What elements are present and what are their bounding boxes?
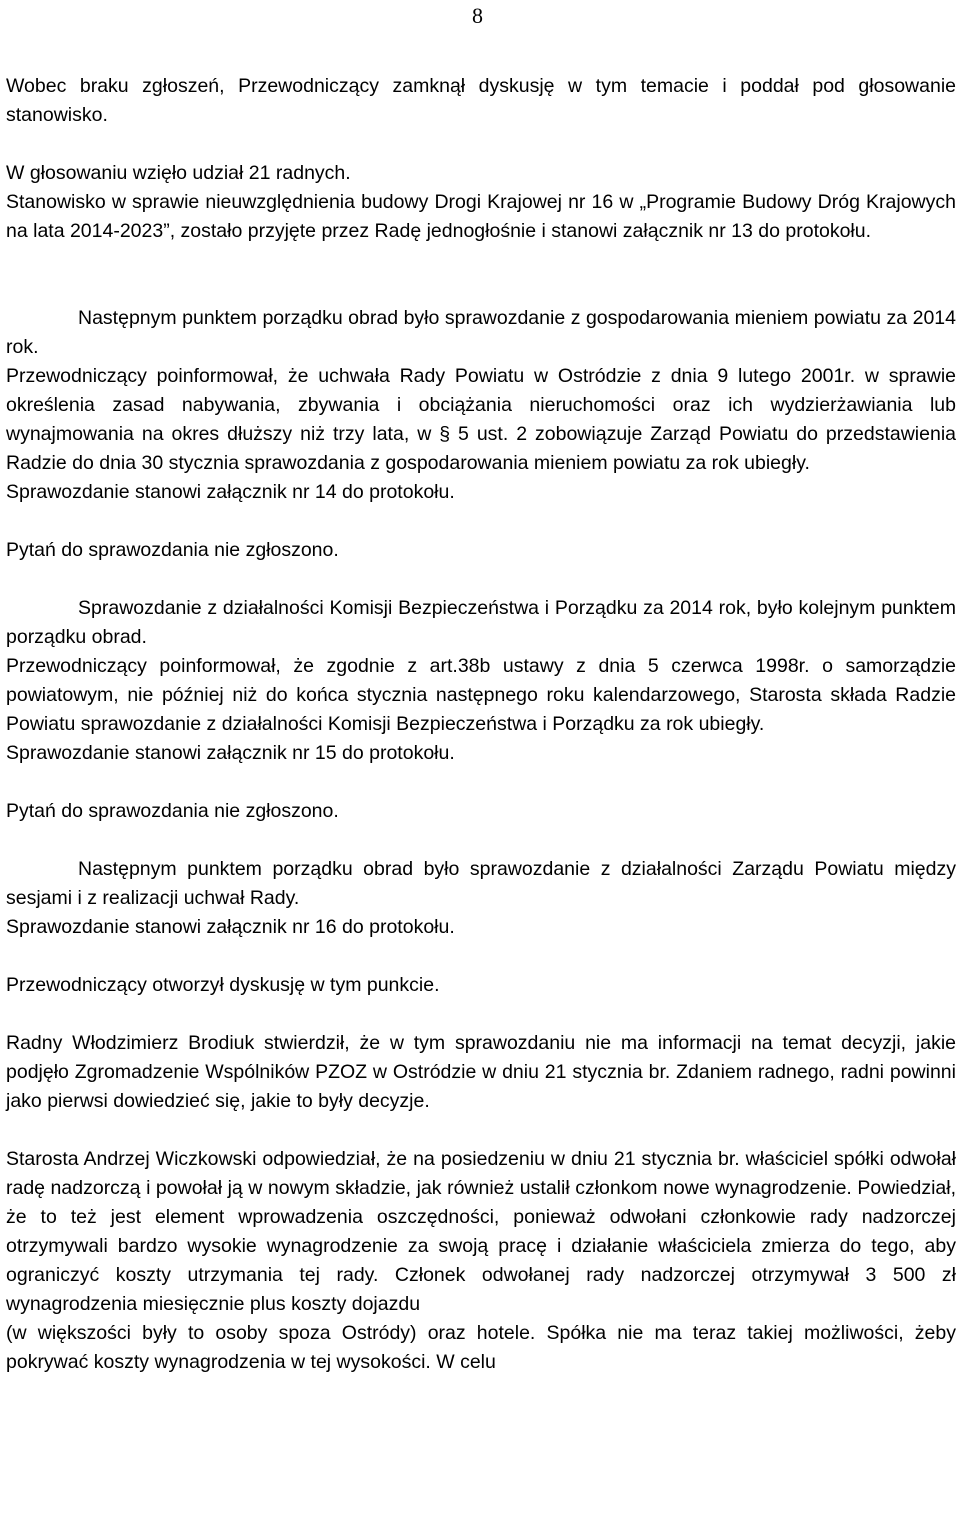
paragraph-councillor-statement: Radny Włodzimierz Brodiuk stwierdził, że w tym sprawozdaniu nie ma informacji na temat decyzji, jakie podjęło Zgromadzenie Wspólników PZOZ w Ostródzie w dniu 21 stycznia br. Zdaniem radnego, radni powinni jako pierwsi dowiedzieć się, jakie to były decyzje. [6, 1032, 956, 1112]
paragraph-resolution-adopted: Stanowisko w sprawie nieuwzględnienia budowy Drogi Krajowej nr 16 w „Programie Budowy Dróg Krajowych na lata 2014-2023”, zostało przyjęte przez Radę jednogłośnie i stanowi załącznik nr 13 do protokołu. [6, 191, 956, 242]
paragraph-no-questions: Pytań do sprawozdania nie zgłoszono. [6, 539, 339, 561]
paragraph-attachment-15: Sprawozdanie stanowi załącznik nr 15 do protokołu. [6, 742, 455, 764]
document-body [6, 72, 956, 1377]
paragraph-agenda-property-report [6, 304, 956, 362]
paragraph-chairman-law-info: Przewodniczący poinformował, że zgodnie z art.38b ustawy z dnia 5 czerwca 1998r. o samorządzie powiatowym, nie później niż do końca stycznia następnego roku kalendarzowego, Starosta składa Radzie Powiatu sprawozdanie z działalności Komisji Bezpieczeństwa i Porządku za rok ubiegły. [6, 655, 956, 735]
paragraph-vote-count: W głosowaniu wzięło udział 21 radnych. [6, 162, 351, 184]
paragraph-attachment-16: Sprawozdanie stanowi załącznik nr 16 do protokołu. [6, 916, 455, 938]
page-number: 8 [472, 3, 483, 28]
paragraph-chairman-info: Przewodniczący poinformował, że uchwała Rady Powiatu w Ostródzie z dnia 9 lutego 2001r. w sprawie określenia zasad nabywania, zbywania i obciążania nieruchomości oraz ich wydzierżawiania lub wynajmowania na okres dłuższy niż trzy lata, w § 5 ust. 2 zobowiązuje Zarząd Powiatu do przedstawienia Radzie do dnia 30 stycznia sprawozdania z gospodarowania mieniem powiatu za rok ubiegły. [6, 365, 956, 474]
paragraph-no-questions-2: Pytań do sprawozdania nie zgłoszono. [6, 800, 339, 822]
paragraph-text: Następnym punktem porządku obrad było sprawozdanie z gospodarowania mieniem powiatu za 2014 rok. [6, 307, 956, 358]
paragraph-agenda-security-report [6, 594, 956, 652]
paragraph-text: Sprawozdanie z działalności Komisji Bezpieczeństwa i Porządku za 2014 rok, było kolejnym punktem porządku obrad. [6, 597, 956, 648]
paragraph-starost-response-cont: (w większości były to osoby spoza Ostródy) oraz hotele. Spółka nie ma teraz takiej możliwości, żeby pokrywać koszty wynagrodzenia w tej wysokości. W celu [6, 1322, 956, 1373]
paragraph-attachment-14: Sprawozdanie stanowi załącznik nr 14 do protokołu. [6, 481, 455, 503]
paragraph-discussion-closed: Wobec braku zgłoszeń, Przewodniczący zamknął dyskusję w tym temacie i poddał pod głosowanie stanowisko. [6, 75, 956, 126]
paragraph-discussion-opened: Przewodniczący otworzył dyskusję w tym punkcie. [6, 974, 440, 996]
paragraph-text: Następnym punktem porządku obrad było sprawozdanie z działalności Zarządu Powiatu między sesjami i z realizacji uchwał Rady. [6, 858, 956, 909]
paragraph-starost-response: Starosta Andrzej Wiczkowski odpowiedział, że na posiedzeniu w dniu 21 stycznia br. właściciel spółki odwołał radę nadzorczą i powołał ją w nowym składzie, jak również ustalił członkom nowe wynagrodzenie. Powiedział, że to też jest element wprowadzenia oszczędności, ponieważ odwołani członkowie rady nadzorczej otrzymywali bardzo wysokie wynagrodzenie za swoją pracę i działanie właściciela zmierza do tego, aby ograniczyć koszty utrzymania tej rady. Członek odwołanej rady nadzorczej otrzymywał 3 500 zł wynagrodzenia miesięcznie plus koszty dojazdu [6, 1148, 956, 1315]
paragraph-agenda-board-report [6, 855, 956, 913]
